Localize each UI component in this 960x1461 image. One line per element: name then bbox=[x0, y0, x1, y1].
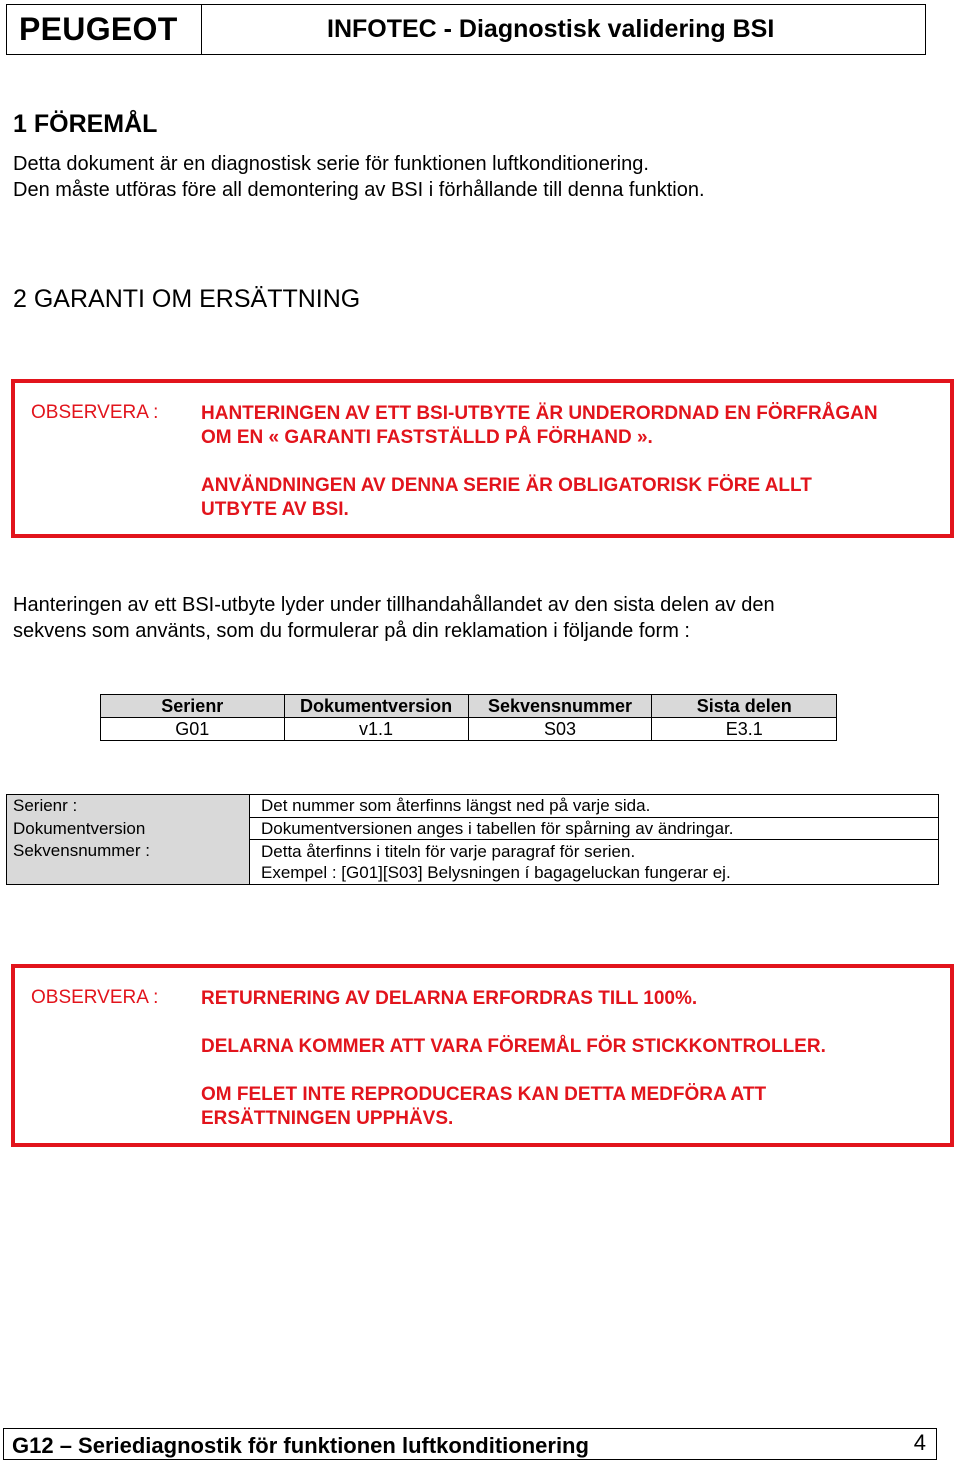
warning-line-2: DELARNA KOMMER ATT VARA FÖREMÅL FÖR STICKKONTROLLER. bbox=[201, 1036, 826, 1057]
table-cell: G01 bbox=[101, 718, 285, 741]
table-row bbox=[101, 718, 837, 741]
definition-label: Sekvensnummer : bbox=[13, 841, 150, 860]
intro-line-1: Hanteringen av ett BSI-utbyte lyder under tillhandahållandet av den sista delen av den bbox=[13, 594, 775, 616]
section-1-line-1: Detta dokument är en diagnostisk serie för funktionen luftkonditionering. bbox=[13, 153, 649, 175]
table-header-cell: Dokumentversion bbox=[284, 695, 468, 718]
table-cell: E3.1 bbox=[652, 718, 837, 741]
claim-format-table bbox=[100, 694, 837, 741]
intro-line-2: sekvens som använts, som du formulerar på din reklamation i följande form : bbox=[13, 620, 690, 642]
definitions-table bbox=[6, 794, 939, 885]
warning-line-3: ANVÄNDNINGEN AV DENNA SERIE ÄR OBLIGATORISK FÖRE ALLT bbox=[201, 475, 812, 496]
table-cell: v1.1 bbox=[284, 718, 468, 741]
warning-label: OBSERVERA : bbox=[31, 987, 159, 1008]
definition-text: Det nummer som återfinns längst ned på varje sida. bbox=[261, 796, 651, 815]
section-2-heading: 2 GARANTI OM ERSÄTTNING bbox=[13, 285, 361, 313]
brand-logo: PEUGEOT bbox=[7, 5, 202, 54]
warning-line-4: UTBYTE AV BSI. bbox=[201, 499, 349, 520]
warning-line-3: OM FELET INTE REPRODUCERAS KAN DETTA MEDFÖRA ATT bbox=[201, 1084, 767, 1105]
footer-title: G12 – Seriediagnostik för funktionen luftkonditionering bbox=[12, 1433, 589, 1458]
definition-text: Exempel : [G01][S03] Belysningen í bagageluckan fungerar ej. bbox=[261, 863, 731, 882]
table-cell: S03 bbox=[468, 718, 652, 741]
warning-box-guarantee bbox=[11, 379, 954, 538]
document-footer bbox=[3, 1428, 937, 1460]
warning-line-1: HANTERINGEN AV ETT BSI-UTBYTE ÄR UNDERORDNAD EN FÖRFRÅGAN bbox=[201, 403, 878, 424]
section-1-heading: 1 FÖREMÅL bbox=[13, 110, 158, 138]
section-1-line-2: Den måste utföras före all demontering av BSI i förhållande till denna funktion. bbox=[13, 179, 705, 201]
table-header-cell: Sista delen bbox=[652, 695, 837, 718]
definitions-labels bbox=[6, 794, 250, 885]
table-header-row bbox=[101, 695, 837, 718]
definition-text: Detta återfinns i titeln för varje paragraf för serien. bbox=[261, 842, 636, 861]
page-number: 4 bbox=[913, 1430, 926, 1455]
table-header-cell: Serienr bbox=[101, 695, 285, 718]
definitions-texts bbox=[250, 794, 939, 885]
document-title: INFOTEC - Diagnostisk validering BSI bbox=[327, 15, 775, 43]
table-header-cell: Sekvensnummer bbox=[468, 695, 652, 718]
definition-text: Dokumentversionen anges i tabellen för spårning av ändringar. bbox=[261, 819, 734, 838]
warning-line-2: OM EN « GARANTI FASTSTÄLLD PÅ FÖRHAND ». bbox=[201, 427, 653, 448]
warning-line-1: RETURNERING AV DELARNA ERFORDRAS TILL 100%. bbox=[201, 988, 698, 1009]
document-header bbox=[6, 4, 926, 55]
definition-label: Dokumentversion bbox=[13, 819, 146, 838]
warning-box-returns bbox=[11, 964, 954, 1147]
warning-line-4: ERSÄTTNINGEN UPPHÄVS. bbox=[201, 1108, 454, 1129]
definition-label: Serienr : bbox=[13, 796, 78, 815]
warning-label: OBSERVERA : bbox=[31, 402, 159, 423]
